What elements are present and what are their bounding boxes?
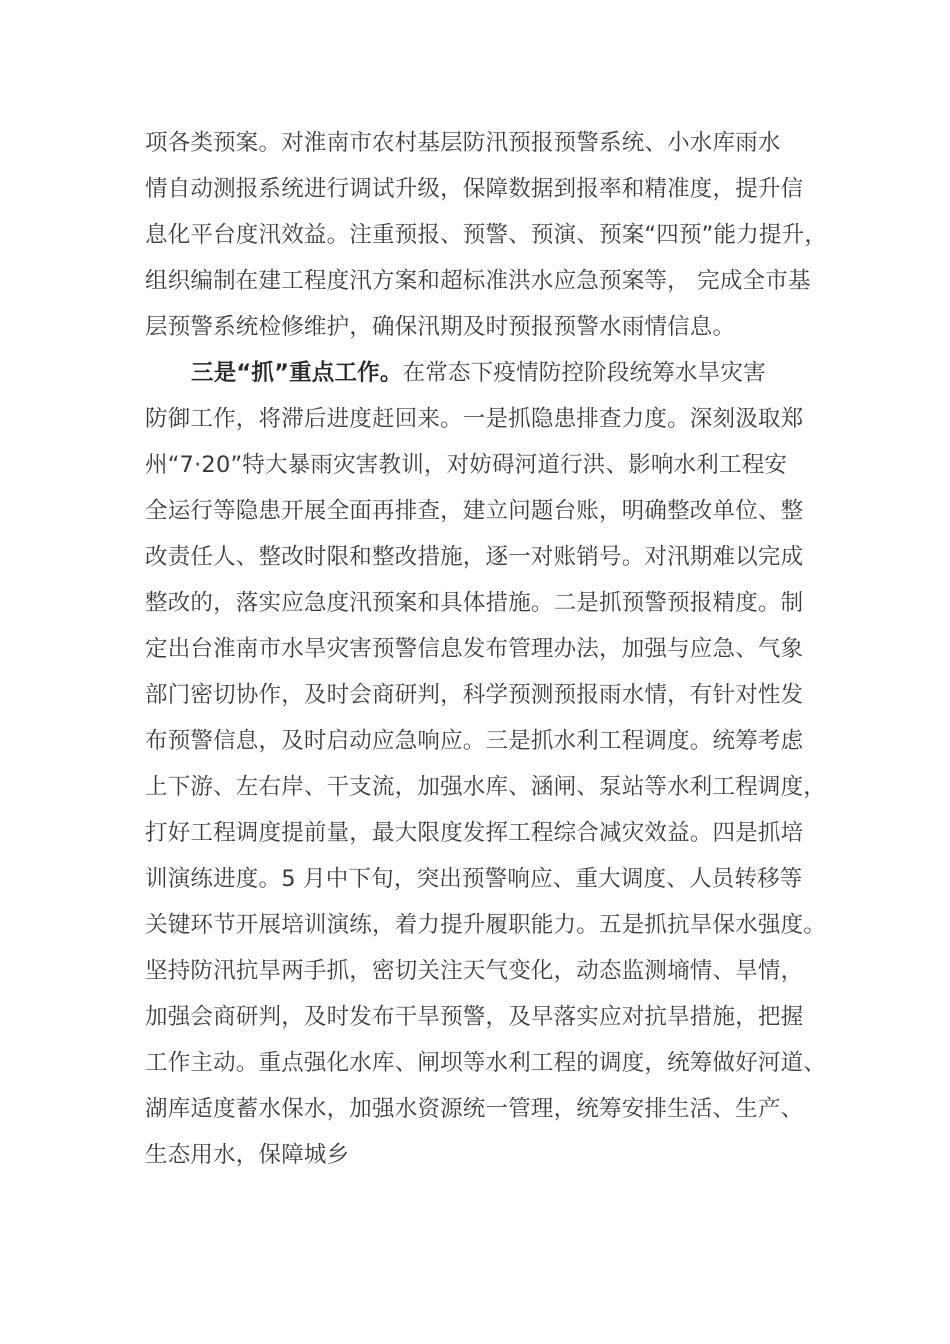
text-line: 情自动测报系统进行调试升级，保障数据到报率和精准度，提升信 — [145, 176, 804, 202]
text-line: 加强会商研判，及时发布干旱预警，及早落实应对抗旱措施，把握 — [145, 1004, 804, 1030]
text-line: 改责任人、整改时限和整改措施，逐一对账销号。对汛期难以完成 — [145, 544, 804, 570]
text-line: 定出台淮南市水旱灾害预警信息发布管理办法，加强与应急、气象 — [145, 636, 804, 662]
text-line: 坚持防汛抗旱两手抓，密切关注天气变化，动态监测墒情、旱情， — [145, 958, 804, 984]
paragraph-1 — [145, 120, 845, 350]
text-line: 层预警系统检修维护，确保汛期及时预报预警水雨情信息。 — [145, 314, 736, 340]
text-line: 湖库适度蓄水保水，加强水资源统一管理，统筹安排生活、生产、 — [145, 1096, 804, 1122]
text-line: 整改的，落实应急度汛预案和具体措施。二是抓预警预报精度。制 — [145, 590, 804, 616]
text-line: 项各类预案。对淮南市农村基层防汛预报预警系统、小水库雨水 — [145, 130, 781, 156]
text-line: 训演练进度。5 月中下旬，突出预警响应、重大调度、人员转移等 — [145, 866, 803, 892]
paragraph-2 — [145, 350, 845, 1178]
text-line: 关键环节开展培训演练，着力提升履职能力。五是抓抗旱保水强度。 — [145, 912, 827, 938]
text-line: 组织编制在建工程度汛方案和超标准洪水应急预案等， 完成全市基 — [145, 268, 811, 294]
paragraph-heading: 三是“抓”重点工作。 — [191, 360, 403, 386]
text-line: 息化平台度汛效益。注重预报、预警、预演、预案“四预”能力提升， — [145, 222, 828, 248]
text-line: 全运行等隐患开展全面再排查，建立问题台账，明确整改单位、整 — [145, 498, 804, 524]
text-line: 工作主动。重点强化水库、闸坝等水利工程的调度，统筹做好河道、 — [145, 1050, 827, 1076]
text-line-rest: 在常态下疫情防控阶段统筹水旱灾害 — [402, 360, 766, 386]
text-line: 生态用水，保障城乡 — [145, 1142, 350, 1168]
text-line: 布预警信息，及时启动应急响应。三是抓水利工程调度。统筹考虑 — [145, 728, 804, 754]
text-line: 州“7·20”特大暴雨灾害教训，对妨碍河道行洪、影响水利工程安 — [145, 452, 788, 478]
text-line: 防御工作，将滞后进度赶回来。一是抓隐患排查力度。深刻汲取郑 — [145, 406, 804, 432]
text-line: 部门密切协作，及时会商研判，科学预测预报雨水情，有针对性发 — [145, 682, 804, 708]
text-line-first — [145, 350, 845, 396]
text-line: 打好工程调度提前量，最大限度发挥工程综合减灾效益。四是抓培 — [145, 820, 804, 846]
text-line: 上下游、左右岸、干支流，加强水库、涵闸、泵站等水利工程调度， — [145, 774, 827, 800]
